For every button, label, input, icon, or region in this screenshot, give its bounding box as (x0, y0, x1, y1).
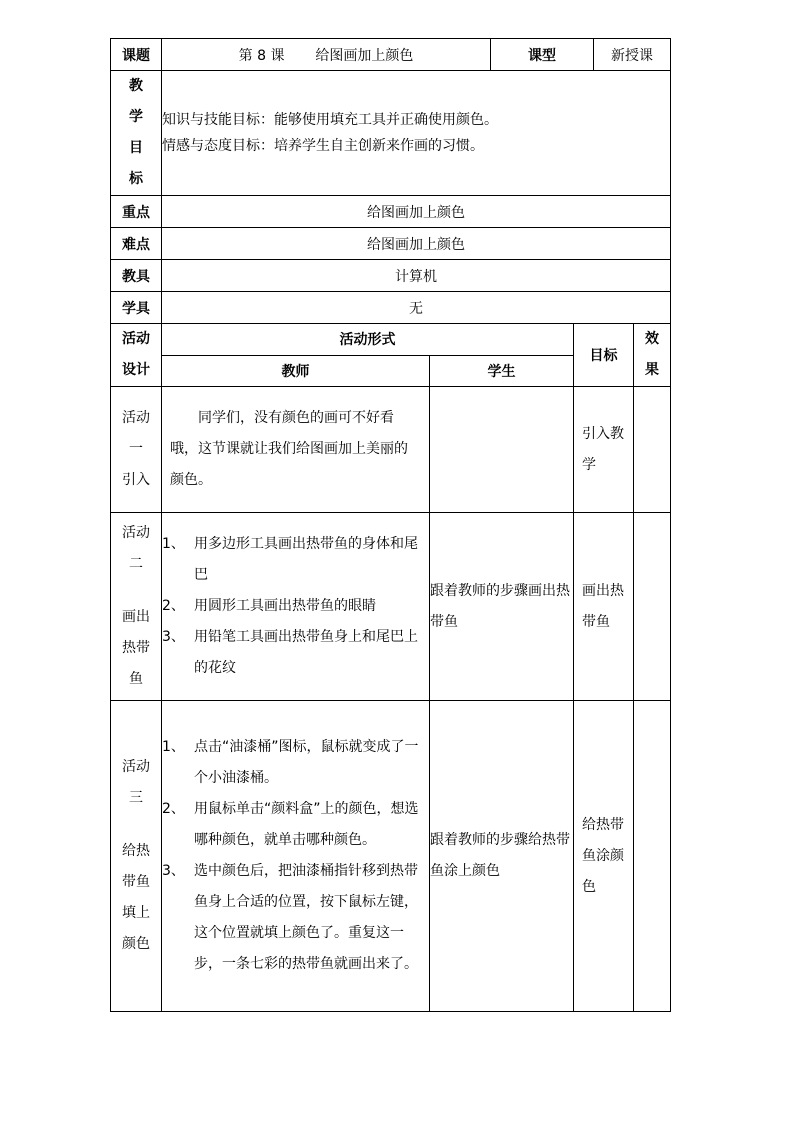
effect-header: 效 果 (634, 324, 671, 387)
list-item: 2、 用鼠标单击“颜料盒”上的颜色，想选哪种颜色，就单击哪种颜色。 (162, 801, 419, 848)
key-point-label: 重点 (111, 196, 162, 228)
key-point-row (111, 196, 671, 228)
lesson-type-label: 课型 (491, 39, 594, 71)
activity-3-goal: 给热带鱼涂颜色 (574, 701, 634, 1012)
goals-row (111, 71, 671, 196)
activity-row-3 (111, 701, 671, 1012)
goal-header: 目标 (574, 324, 634, 387)
activity-1-teacher: 同学们，没有颜色的画可不好看哦，这节课就让我们给图画加上美丽的颜色。 (162, 387, 430, 513)
activity-row-1 (111, 387, 671, 513)
activity-2-teacher (162, 513, 430, 701)
activity-1-goal: 引入教学 (574, 387, 634, 513)
difficulty-value: 给图画加上颜色 (162, 228, 671, 260)
activity-header-row (111, 324, 671, 356)
activity-2-goal: 画出热带鱼 (574, 513, 634, 701)
goal-knowledge: 知识与技能目标：能够使用填充工具并正确使用颜色。 (162, 112, 498, 128)
activity-1-label: 活动 一 引入 (111, 387, 162, 513)
list-item: 1、 用多边形工具画出热带鱼的身体和尾巴 (162, 536, 418, 583)
key-point-value: 给图画加上颜色 (162, 196, 671, 228)
activity-1-student (430, 387, 574, 513)
list-item: 3、 用铅笔工具画出热带鱼身上和尾巴上的花纹 (162, 629, 418, 676)
goals-label: 教 学 目 标 (111, 71, 162, 196)
lesson-title-cell (162, 39, 491, 71)
teaching-tools-value: 计算机 (162, 260, 671, 292)
difficulty-row (111, 228, 671, 260)
activity-3-label: 活动 三 给热 带鱼 填上 颜色 (111, 701, 162, 1012)
activity-3-student: 跟着教师的步骤给热带鱼涂上颜色 (430, 701, 574, 1012)
activity-3-effect (634, 701, 671, 1012)
student-tools-label: 学具 (111, 292, 162, 324)
teacher-header: 教师 (162, 355, 430, 387)
lesson-number: 第 8 课 (238, 47, 285, 64)
topic-label: 课题 (111, 39, 162, 71)
lesson-title: 给图画加上颜色 (315, 47, 414, 64)
activity-2-student: 跟着教师的步骤画出热带鱼 (430, 513, 574, 701)
difficulty-label: 难点 (111, 228, 162, 260)
teaching-tools-label: 教具 (111, 260, 162, 292)
lesson-type-value: 新授课 (594, 39, 671, 71)
activity-design-label: 活动 设计 (111, 324, 162, 387)
activity-3-teacher (162, 701, 430, 1012)
goal-attitude: 情感与态度目标：培养学生自主创新来作画的习惯。 (162, 138, 484, 154)
activity-row-2 (111, 513, 671, 701)
activity-2-effect (634, 513, 671, 701)
goals-content (162, 71, 671, 196)
activity-form-header: 活动形式 (162, 324, 574, 356)
list-item: 2、 用圆形工具画出热带鱼的眼睛 (162, 598, 376, 614)
list-item: 3、 选中颜色后，把油漆桶指针移到热带鱼身上合适的位置，按下鼠标左键，这个位置就填上颜色了。重复这一步，一条七彩的热带鱼就画出来了。 (162, 863, 418, 972)
student-header: 学生 (430, 355, 574, 387)
student-tools-value: 无 (162, 292, 671, 324)
lesson-plan-table (110, 38, 671, 1012)
teaching-tools-row (111, 260, 671, 292)
list-item: 1、 点击“油漆桶”图标，鼠标就变成了一个小油漆桶。 (162, 739, 419, 786)
header-row (111, 39, 671, 71)
activity-1-effect (634, 387, 671, 513)
student-tools-row (111, 292, 671, 324)
activity-2-label: 活动 二 画出 热带 鱼 (111, 513, 162, 701)
